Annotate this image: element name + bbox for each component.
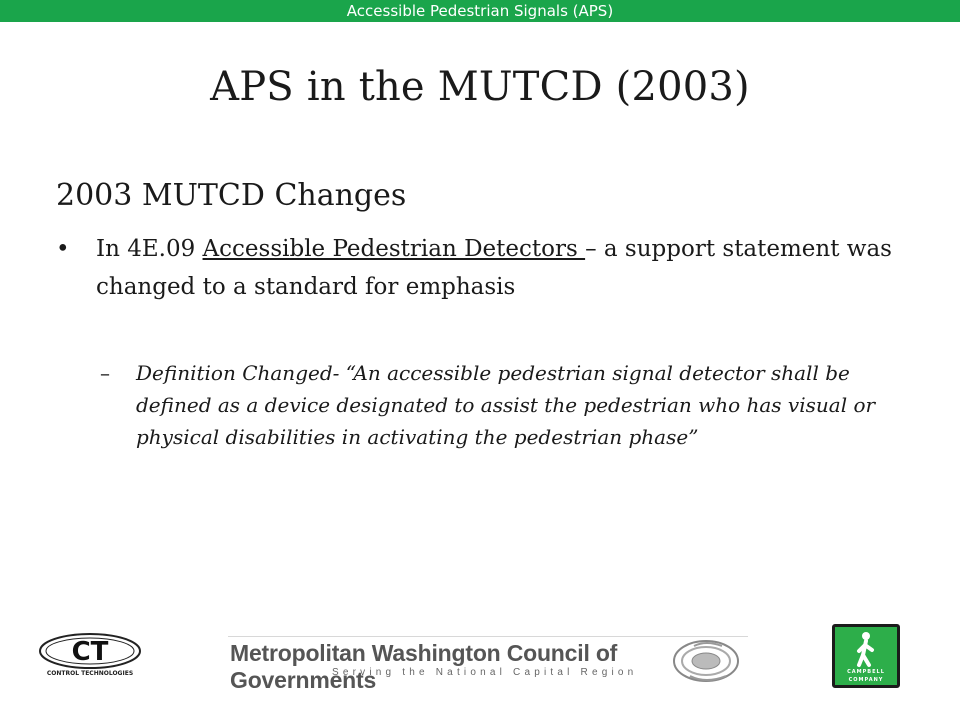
bullet-prefix: In 4E.09 (96, 236, 203, 262)
campbell-line2: COMPANY (848, 677, 884, 683)
bullet-marker: • (56, 236, 70, 262)
subbullet-marker: – (100, 361, 110, 385)
campbell-line1: CAMPBELL (847, 669, 885, 675)
ct-logo-tagline: CONTROL TECHNOLOGIES (46, 670, 134, 677)
ct-logo-mark: CT (71, 637, 109, 667)
subbullet-text: Definition Changed- “An accessible pedestrian signal detector shall be defined as a device designated to assist the pedestrian who has visual or physical disabilities in activating the pedestrian phase” (136, 361, 876, 449)
slide-subheading: 2003 MUTCD Changes (56, 178, 407, 213)
bullet-underlined-term: Accessible Pedestrian Detectors (202, 236, 586, 262)
mwcog-tagline: Serving the National Capital Region (332, 667, 638, 678)
mwcog-name: Metropolitan Washington Council of Governments (230, 640, 618, 693)
header-banner (0, 0, 960, 22)
cog-emblem-icon (670, 636, 746, 686)
banner-text: Accessible Pedestrian Signals (APS) (346, 2, 614, 20)
campbell-logo (832, 624, 900, 688)
bullet-suffix: – a support statement was changed to a standard for emphasis (96, 236, 892, 300)
slide-title: APS in the MUTCD (2003) (210, 64, 750, 110)
bullet-text (96, 230, 936, 306)
